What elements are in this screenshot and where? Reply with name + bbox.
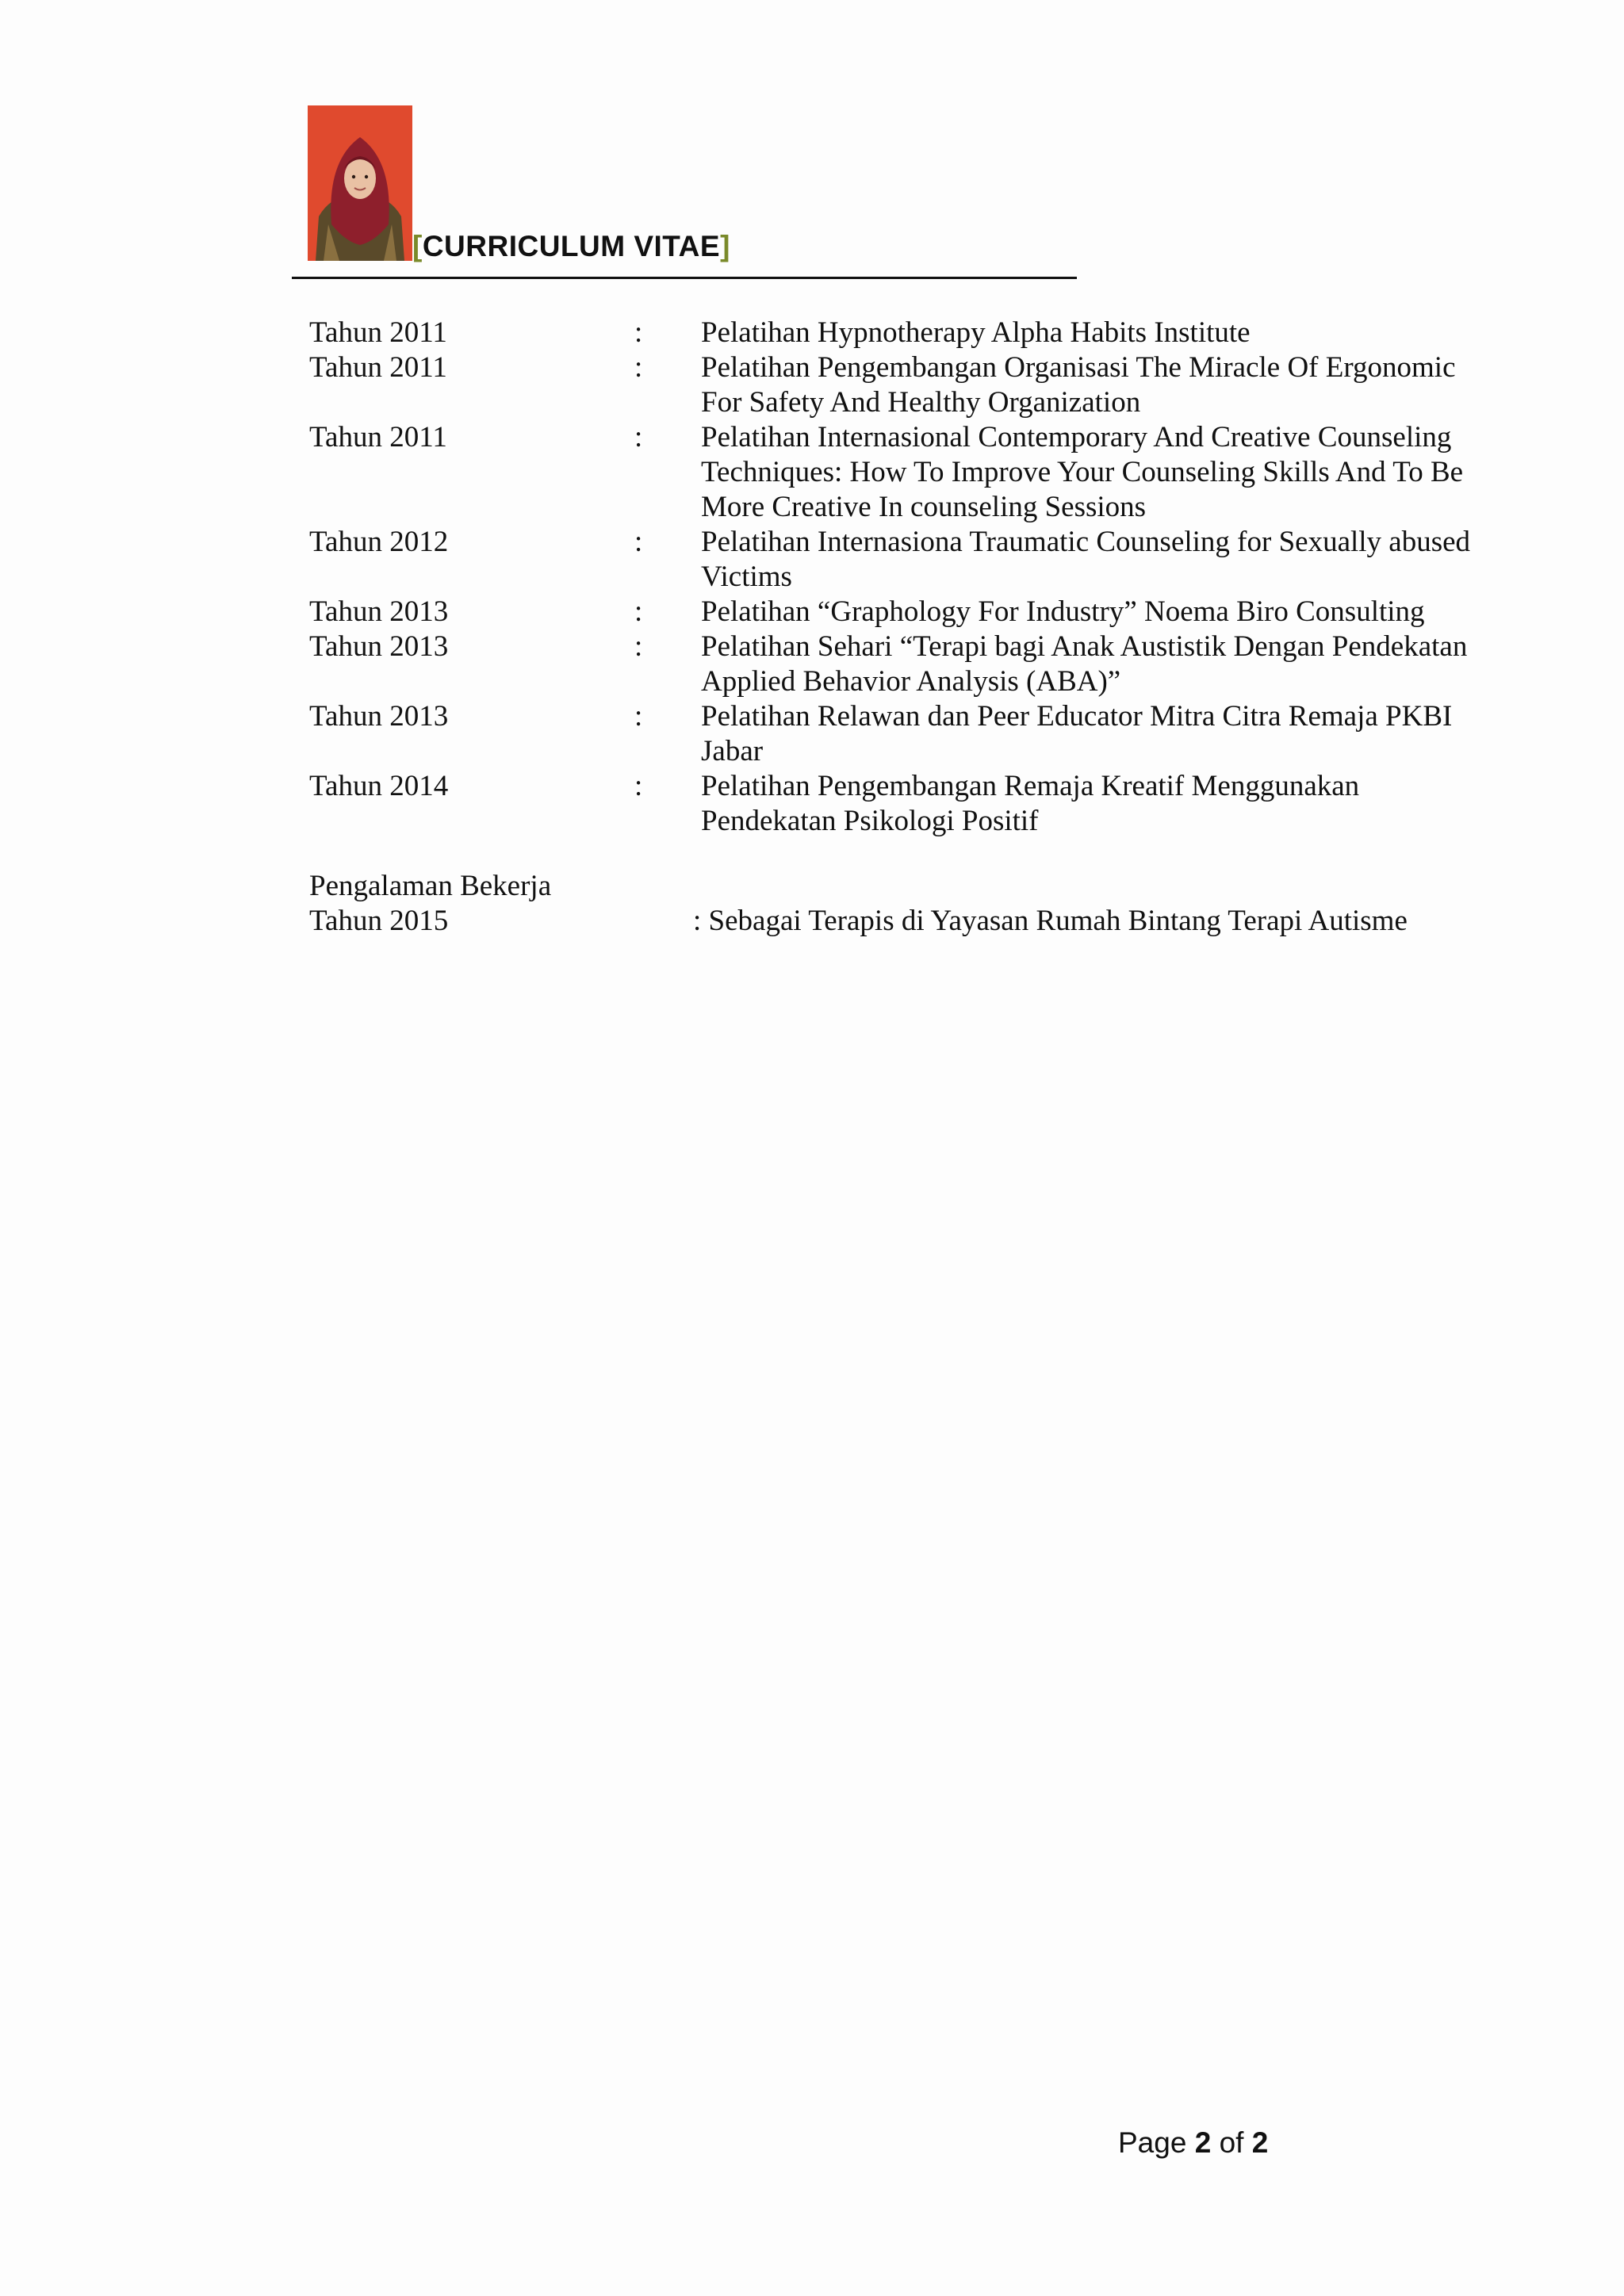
entry-description bbox=[701, 525, 1494, 595]
entry-year: Tahun 2013 bbox=[309, 630, 449, 663]
entry-colon: : bbox=[634, 421, 643, 453]
person-portrait-icon bbox=[308, 105, 412, 261]
cv-title bbox=[412, 230, 730, 263]
entry-colon: : bbox=[634, 700, 643, 733]
entry-colon: : bbox=[634, 351, 643, 384]
current-page: 2 bbox=[1194, 2126, 1212, 2159]
entry-description bbox=[701, 316, 1494, 350]
training-entry bbox=[309, 769, 1499, 839]
profile-photo bbox=[308, 105, 412, 261]
entry-line: Pendekatan Psikologi Positif bbox=[701, 805, 1039, 837]
entry-description bbox=[701, 350, 1494, 420]
training-entry bbox=[309, 629, 1499, 699]
header-divider bbox=[292, 277, 1077, 279]
entry-year: Tahun 2013 bbox=[309, 700, 449, 733]
training-list bbox=[309, 316, 1499, 839]
entry-colon: : bbox=[634, 595, 643, 628]
entry-year: Tahun 2011 bbox=[309, 316, 447, 349]
entry-line: Pelatihan Sehari “Terapi bagi Anak Austistik Dengan Pendekatan bbox=[701, 630, 1468, 663]
work-experience-heading: Pengalaman Bekerja bbox=[309, 870, 552, 902]
entry-description bbox=[701, 699, 1494, 769]
work-description: : Sebagai Terapis di Yayasan Rumah Bintang Terapi Autisme bbox=[693, 905, 1408, 937]
training-entry bbox=[309, 420, 1499, 525]
entry-line: For Safety And Healthy Organization bbox=[701, 386, 1141, 419]
entry-line: More Creative In counseling Sessions bbox=[701, 491, 1147, 523]
entry-line: Jabar bbox=[701, 735, 764, 767]
entry-year: Tahun 2011 bbox=[309, 351, 447, 384]
entry-line: Pelatihan Hypnotherapy Alpha Habits Institute bbox=[701, 316, 1251, 349]
entry-year: Tahun 2013 bbox=[309, 595, 449, 628]
training-entry bbox=[309, 350, 1499, 420]
title-bracket-close: ] bbox=[720, 230, 730, 262]
of-word: of bbox=[1219, 2126, 1244, 2159]
entry-colon: : bbox=[634, 316, 643, 349]
entry-colon: : bbox=[634, 630, 643, 663]
page-number bbox=[1118, 2126, 1268, 2160]
entry-colon: : bbox=[634, 526, 643, 558]
training-entry bbox=[309, 525, 1499, 595]
title-bracket-open: [ bbox=[412, 230, 423, 262]
work-entry bbox=[309, 904, 1408, 939]
training-entry bbox=[309, 316, 1499, 350]
training-entry bbox=[309, 595, 1499, 629]
entry-line: Pelatihan Pengembangan Organisasi The Miracle Of Ergonomic bbox=[701, 351, 1456, 384]
entry-line: Techniques: How To Improve Your Counseling Skills And To Be bbox=[701, 456, 1464, 488]
entry-line: Pelatihan Internasiona Traumatic Counseling for Sexually abused bbox=[701, 526, 1471, 558]
entry-line: Pelatihan Pengembangan Remaja Kreatif Menggunakan bbox=[701, 770, 1360, 802]
entry-colon: : bbox=[634, 770, 643, 802]
entry-line: Pelatihan Relawan dan Peer Educator Mitra Citra Remaja PKBI bbox=[701, 700, 1453, 733]
entry-year: Tahun 2014 bbox=[309, 770, 449, 802]
title-text: CURRICULUM VITAE bbox=[422, 230, 721, 262]
entry-description bbox=[701, 629, 1494, 699]
entry-line: Victims bbox=[701, 561, 792, 593]
entry-year: Tahun 2011 bbox=[309, 421, 447, 453]
entry-line: Pelatihan Internasional Contemporary And Creative Counseling bbox=[701, 421, 1452, 453]
entry-line: Applied Behavior Analysis (ABA)” bbox=[701, 665, 1121, 698]
total-pages: 2 bbox=[1251, 2126, 1269, 2159]
page-word: Page bbox=[1118, 2126, 1187, 2159]
entry-description bbox=[701, 420, 1494, 525]
work-year: Tahun 2015 bbox=[309, 905, 449, 937]
training-entry bbox=[309, 699, 1499, 769]
entry-description bbox=[701, 595, 1494, 629]
entry-year: Tahun 2012 bbox=[309, 526, 449, 558]
entry-line: Pelatihan “Graphology For Industry” Noema Biro Consulting bbox=[701, 595, 1425, 628]
entry-description bbox=[701, 769, 1494, 839]
